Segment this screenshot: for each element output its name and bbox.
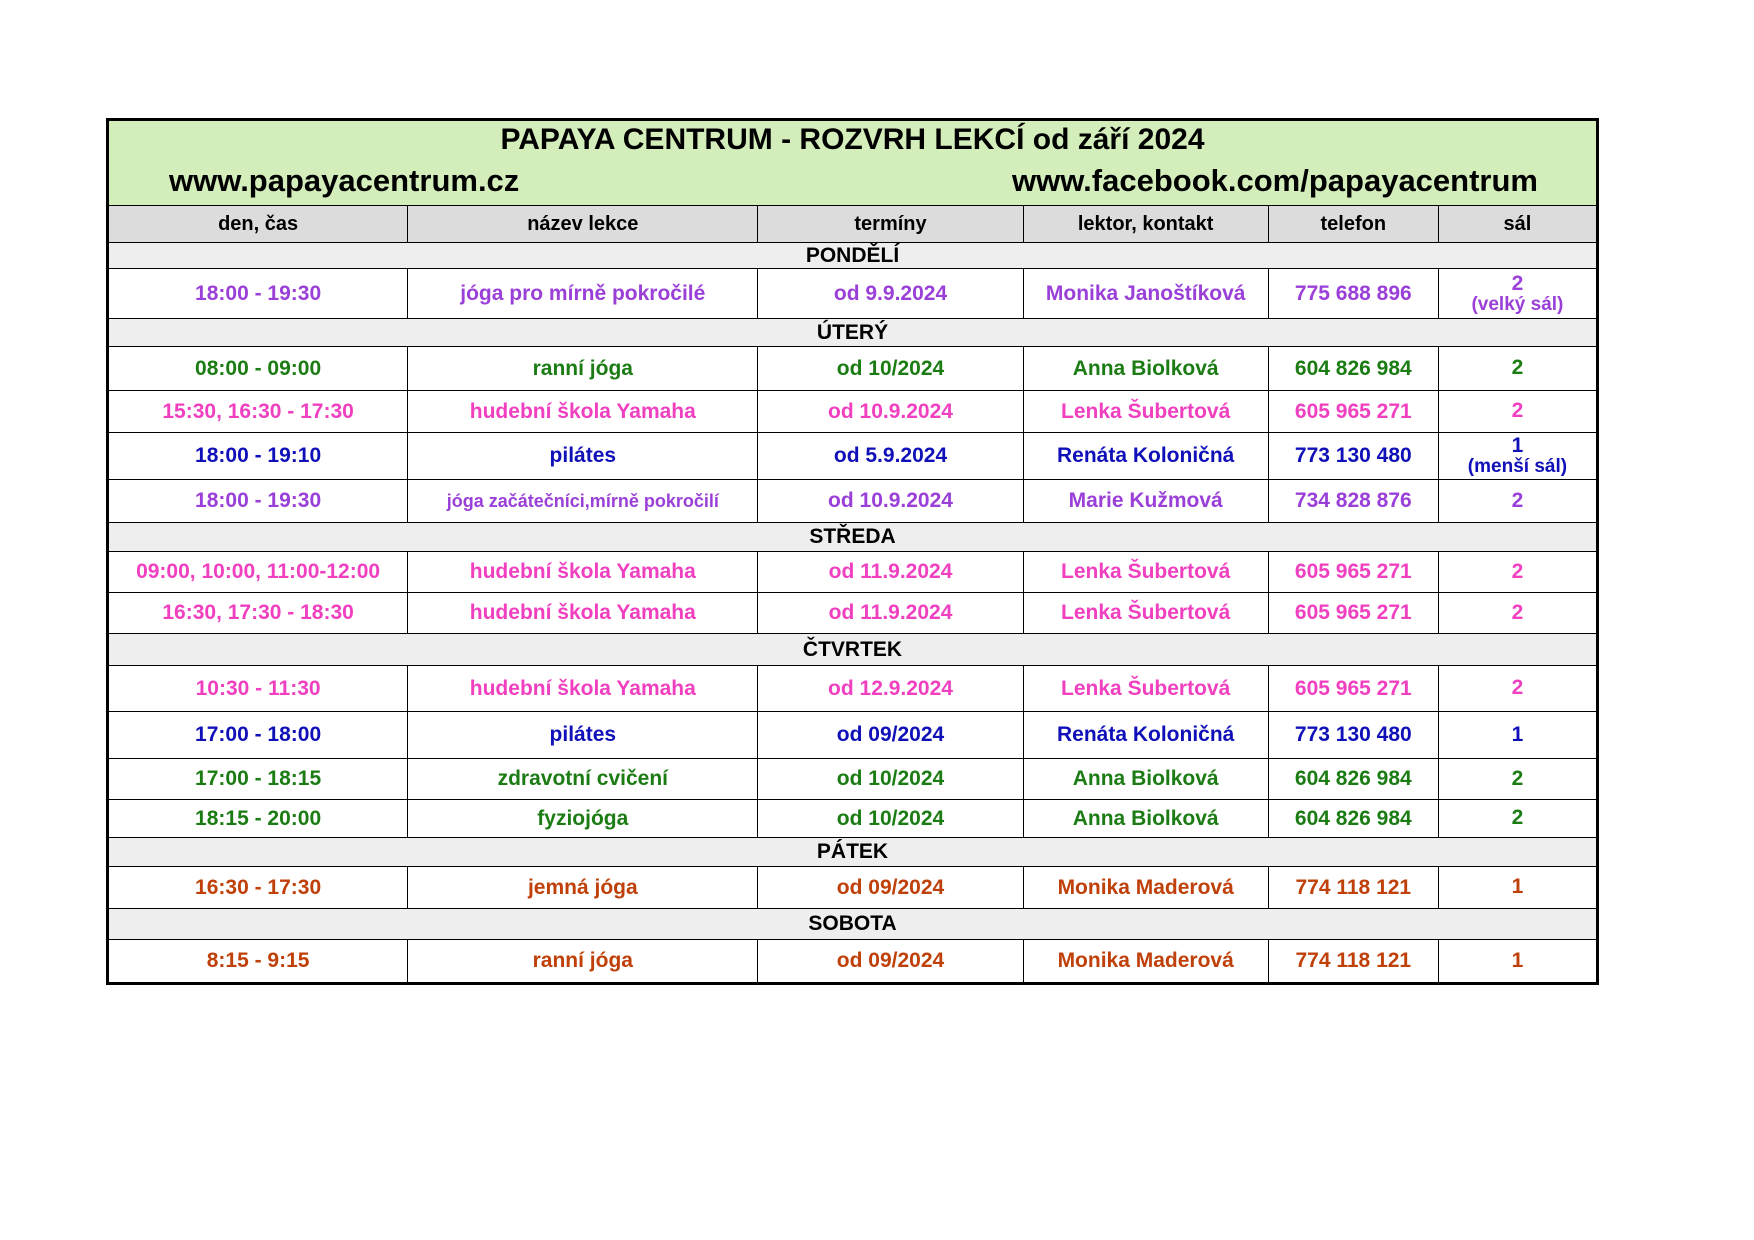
table-row <box>108 712 1598 759</box>
table-row <box>108 480 1598 523</box>
lesson-time: 17:00 - 18:00 <box>108 712 408 759</box>
room-number: 2 <box>1511 559 1524 583</box>
table-row <box>108 593 1598 634</box>
table-row <box>108 269 1598 319</box>
lesson-room <box>1438 391 1597 433</box>
column-header-time: den, čas <box>108 206 408 243</box>
room-number: 1 <box>1511 722 1524 746</box>
lesson-lector: Lenka Šubertová <box>1023 593 1268 634</box>
lesson-name: hudební škola Yamaha <box>408 391 758 433</box>
lesson-time: 18:15 - 20:00 <box>108 800 408 838</box>
room-number: 2 <box>1511 488 1524 512</box>
lesson-lector: Renáta Koloničná <box>1023 433 1268 480</box>
lesson-room <box>1438 480 1597 523</box>
lesson-lector: Monika Maderová <box>1023 940 1268 984</box>
lesson-name: hudební škola Yamaha <box>408 666 758 712</box>
lesson-phone: 773 130 480 <box>1268 712 1438 759</box>
lesson-name: ranní jóga <box>408 347 758 391</box>
table-row <box>108 800 1598 838</box>
lesson-dates: od 9.9.2024 <box>758 269 1023 319</box>
lesson-name: fyziojóga <box>408 800 758 838</box>
lesson-dates: od 10.9.2024 <box>758 391 1023 433</box>
lesson-name: ranní jóga <box>408 940 758 984</box>
room-number: 2 <box>1511 399 1524 423</box>
column-header-room: sál <box>1438 206 1597 243</box>
lesson-time: 10:30 - 11:30 <box>108 666 408 712</box>
lesson-phone: 604 826 984 <box>1268 347 1438 391</box>
lesson-time: 16:30 - 17:30 <box>108 867 408 909</box>
lesson-lector: Marie Kužmová <box>1023 480 1268 523</box>
lesson-phone: 774 118 121 <box>1268 867 1438 909</box>
website-link[interactable]: www.papayacentrum.cz <box>169 163 520 198</box>
lesson-lector: Monika Maderová <box>1023 867 1268 909</box>
schedule-body <box>108 120 1598 984</box>
column-header-lector: lektor, kontakt <box>1023 206 1268 243</box>
lesson-phone: 605 965 271 <box>1268 666 1438 712</box>
lesson-dates: od 5.9.2024 <box>758 433 1023 480</box>
title-cell <box>108 120 1598 206</box>
day-row <box>108 243 1598 269</box>
lesson-lector: Lenka Šubertová <box>1023 552 1268 593</box>
room-note: (velký sál) <box>1471 293 1564 315</box>
table-row <box>108 552 1598 593</box>
day-row <box>108 838 1598 867</box>
lesson-phone: 605 965 271 <box>1268 593 1438 634</box>
lesson-room <box>1438 552 1597 593</box>
lesson-dates: od 10/2024 <box>758 800 1023 838</box>
table-row <box>108 433 1598 480</box>
lesson-room <box>1438 800 1597 838</box>
lesson-lector: Anna Biolková <box>1023 347 1268 391</box>
day-row <box>108 909 1598 940</box>
lesson-time: 18:00 - 19:30 <box>108 480 408 523</box>
lesson-room <box>1438 712 1597 759</box>
lesson-dates: od 10/2024 <box>758 759 1023 800</box>
column-header-phone: telefon <box>1268 206 1438 243</box>
day-label: STŘEDA <box>108 523 1598 552</box>
lesson-room <box>1438 759 1597 800</box>
lesson-name: zdravotní cvičení <box>408 759 758 800</box>
lesson-dates: od 09/2024 <box>758 867 1023 909</box>
lesson-time: 18:00 - 19:10 <box>108 433 408 480</box>
day-row <box>108 523 1598 552</box>
day-label: PONDĚLÍ <box>108 243 1598 269</box>
lesson-lector: Anna Biolková <box>1023 759 1268 800</box>
lesson-phone: 774 118 121 <box>1268 940 1438 984</box>
lesson-room <box>1438 593 1597 634</box>
table-row <box>108 391 1598 433</box>
lesson-dates: od 11.9.2024 <box>758 552 1023 593</box>
room-number: 2 <box>1511 676 1524 700</box>
lesson-dates: od 09/2024 <box>758 712 1023 759</box>
lesson-phone: 604 826 984 <box>1268 800 1438 838</box>
lesson-room <box>1438 940 1597 984</box>
lesson-lector: Renáta Koloničná <box>1023 712 1268 759</box>
day-label: PÁTEK <box>108 838 1598 867</box>
lesson-lector: Anna Biolková <box>1023 800 1268 838</box>
lesson-lector: Monika Janoštíková <box>1023 269 1268 319</box>
lesson-phone: 734 828 876 <box>1268 480 1438 523</box>
column-header-dates: termíny <box>758 206 1023 243</box>
lesson-time: 15:30, 16:30 - 17:30 <box>108 391 408 433</box>
lesson-lector: Lenka Šubertová <box>1023 666 1268 712</box>
column-header-lesson: název lekce <box>408 206 758 243</box>
room-number: 2 <box>1511 271 1524 295</box>
schedule-table <box>106 118 1599 985</box>
room-number: 2 <box>1511 356 1524 380</box>
table-row <box>108 347 1598 391</box>
lesson-phone: 604 826 984 <box>1268 759 1438 800</box>
lesson-dates: od 11.9.2024 <box>758 593 1023 634</box>
day-label: SOBOTA <box>108 909 1598 940</box>
page-title: PAPAYA CENTRUM - ROZVRH LEKCÍ od září 2024 <box>500 123 1205 156</box>
lesson-name: jóga začátečníci,mírně pokročilí <box>408 480 758 523</box>
room-note: (menší sál) <box>1467 456 1568 478</box>
table-row <box>108 867 1598 909</box>
lesson-dates: od 10/2024 <box>758 347 1023 391</box>
table-row <box>108 666 1598 712</box>
day-row <box>108 319 1598 347</box>
lesson-name: hudební škola Yamaha <box>408 593 758 634</box>
table-row <box>108 940 1598 984</box>
room-number: 2 <box>1511 766 1524 790</box>
lesson-name: pilátes <box>408 433 758 480</box>
lesson-time: 18:00 - 19:30 <box>108 269 408 319</box>
lesson-time: 17:00 - 18:15 <box>108 759 408 800</box>
lesson-name: jemná jóga <box>408 867 758 909</box>
lesson-room <box>1438 347 1597 391</box>
lesson-time: 16:30, 17:30 - 18:30 <box>108 593 408 634</box>
day-row <box>108 634 1598 666</box>
column-header-row <box>108 206 1598 243</box>
lesson-room <box>1438 867 1597 909</box>
facebook-link[interactable]: www.facebook.com/papayacentrum <box>1011 163 1538 198</box>
lesson-phone: 605 965 271 <box>1268 391 1438 433</box>
day-label: ČTVRTEK <box>108 634 1598 666</box>
room-number: 1 <box>1511 434 1524 457</box>
lesson-name: pilátes <box>408 712 758 759</box>
lesson-name: hudební škola Yamaha <box>408 552 758 593</box>
title-row <box>108 120 1598 206</box>
lesson-dates: od 09/2024 <box>758 940 1023 984</box>
lesson-name: jóga pro mírně pokročilé <box>408 269 758 319</box>
lesson-time: 08:00 - 09:00 <box>108 347 408 391</box>
lesson-room <box>1438 433 1597 480</box>
room-number: 2 <box>1511 806 1524 830</box>
table-row <box>108 759 1598 800</box>
lesson-phone: 605 965 271 <box>1268 552 1438 593</box>
day-label: ÚTERÝ <box>108 319 1598 347</box>
lesson-phone: 773 130 480 <box>1268 433 1438 480</box>
room-number: 1 <box>1511 875 1524 899</box>
lesson-dates: od 12.9.2024 <box>758 666 1023 712</box>
lesson-room <box>1438 269 1597 319</box>
lesson-room <box>1438 666 1597 712</box>
room-number: 2 <box>1511 600 1524 624</box>
lesson-lector: Lenka Šubertová <box>1023 391 1268 433</box>
lesson-time: 09:00, 10:00, 11:00-12:00 <box>108 552 408 593</box>
room-number: 1 <box>1511 948 1524 972</box>
lesson-dates: od 10.9.2024 <box>758 480 1023 523</box>
lesson-phone: 775 688 896 <box>1268 269 1438 319</box>
lesson-time: 8:15 - 9:15 <box>108 940 408 984</box>
